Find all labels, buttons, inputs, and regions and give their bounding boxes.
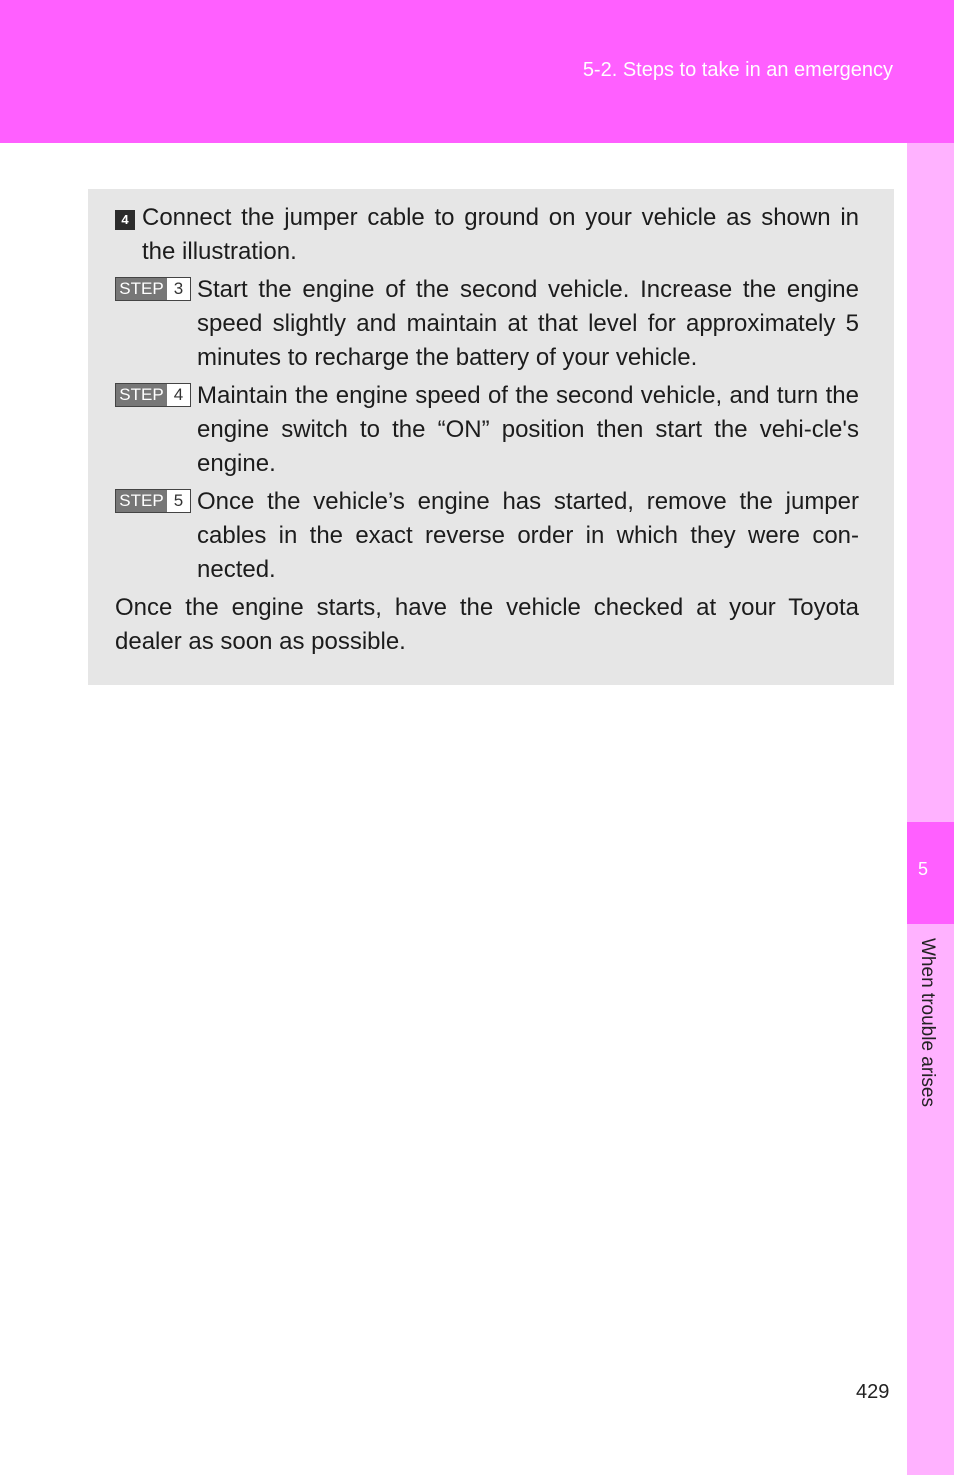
step-text: Start the engine of the second vehicle. Increase the engine speed slightly and maintain at that level for approximately 5 minutes to recharge the battery of your vehicle. xyxy=(197,276,859,371)
chapter-tab-active[interactable] xyxy=(907,822,954,924)
step-item xyxy=(115,273,859,375)
substep-number-badge: 4 xyxy=(115,210,135,230)
step-badge-label: STEP xyxy=(116,384,167,406)
section-title: 5-2. Steps to take in an emergency xyxy=(582,59,893,81)
step-item xyxy=(115,485,859,587)
step-badge-number: 4 xyxy=(173,385,184,404)
step-badge-label: STEP xyxy=(116,278,167,300)
step-text: Once the vehicle’s engine has started, remove the jumper cables in the exact reverse order in which they were con-nected. xyxy=(197,488,859,583)
step-badge xyxy=(115,383,191,407)
page-number: 429 xyxy=(856,1381,890,1403)
step-badge-label: STEP xyxy=(116,490,167,512)
step-badge-number: 3 xyxy=(173,279,184,298)
chapter-number: 5 xyxy=(918,859,929,879)
step-badge xyxy=(115,277,191,301)
note-paragraph xyxy=(115,591,859,659)
substep-text: Connect the jumper cable to ground on your vehicle as shown in the illustration. xyxy=(142,204,859,265)
header-bar xyxy=(0,0,954,143)
chapter-title: When trouble arises xyxy=(917,938,938,1107)
chapter-side-tab xyxy=(907,143,954,1475)
step-text: Maintain the engine speed of the second vehicle, and turn the engine switch to the “ON” position then start the vehi-cle's engine. xyxy=(197,382,859,477)
substep-item xyxy=(115,201,859,269)
step-badge xyxy=(115,489,191,513)
note-text: Once the engine starts, have the vehicle checked at your Toyota dealer as soon as possible. xyxy=(115,594,859,655)
step-badge-number: 5 xyxy=(173,491,184,510)
step-item xyxy=(115,379,859,481)
instruction-box xyxy=(88,189,894,685)
